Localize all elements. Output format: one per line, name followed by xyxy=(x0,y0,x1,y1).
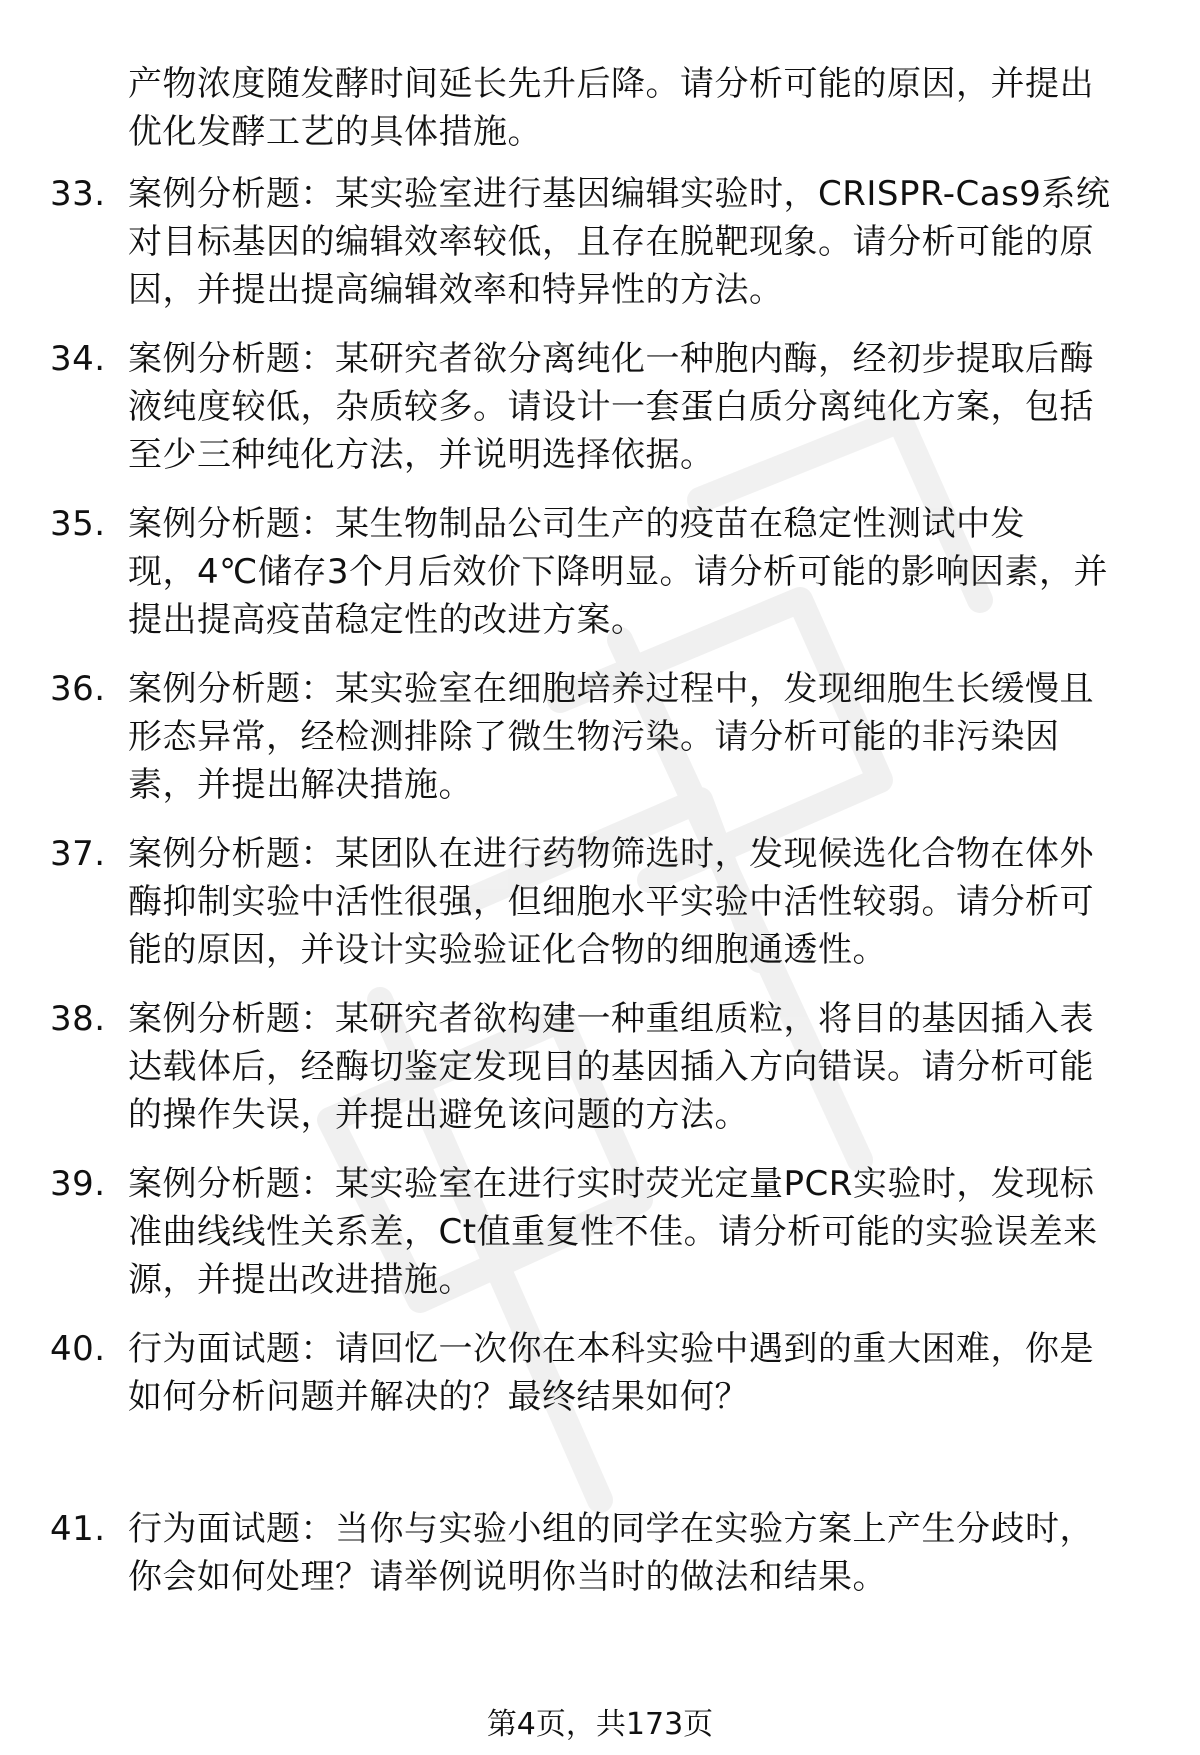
question-text xyxy=(128,1160,1158,1304)
text-line: 酶抑制实验中活性很强，但细胞水平实验中活性较弱。请分析可 xyxy=(128,882,1094,922)
text-line: 你会如何处理？请举例说明你当时的做法和结果。 xyxy=(128,1557,887,1597)
question-text xyxy=(128,665,1158,809)
text-line: 的操作失误，并提出避免该问题的方法。 xyxy=(128,1095,749,1135)
question-35 xyxy=(50,500,1160,644)
page-footer: 第4页，共173页 xyxy=(486,1707,714,1742)
question-text xyxy=(128,1325,1158,1421)
text-line: 行为面试题：当你与实验小组的同学在实验方案上产生分歧时， xyxy=(128,1509,1094,1549)
text-line: 对目标基因的编辑效率较低，且存在脱靶现象。请分析可能的原 xyxy=(128,222,1094,262)
text-line: 素，并提出解决措施。 xyxy=(128,765,473,805)
question-39 xyxy=(50,1160,1160,1304)
text-line: 液纯度较低，杂质较多。请设计一套蛋白质分离纯化方案，包括 xyxy=(128,387,1094,427)
text-line: 案例分析题：某实验室在细胞培养过程中，发现细胞生长缓慢且 xyxy=(128,669,1094,709)
text-line: 因，并提出提高编辑效率和特异性的方法。 xyxy=(128,270,784,310)
question-34 xyxy=(50,335,1160,479)
text-line: 源，并提出改进措施。 xyxy=(128,1260,473,1300)
question-number: 39. xyxy=(50,1164,106,1204)
question-text xyxy=(128,170,1158,314)
question-number: 37. xyxy=(50,834,106,874)
text-line: 至少三种纯化方法，并说明选择依据。 xyxy=(128,435,715,475)
text-line: 准曲线线性关系差，Ct值重复性不佳。请分析可能的实验误差来 xyxy=(128,1212,1098,1252)
text-line: 提出提高疫苗稳定性的改进方案。 xyxy=(128,600,646,640)
question-number: 40. xyxy=(50,1329,106,1369)
question-number: 33. xyxy=(50,174,106,214)
text-line: 案例分析题：某研究者欲分离纯化一种胞内酶，经初步提取后酶 xyxy=(128,339,1094,379)
text-line: 案例分析题：某团队在进行药物筛选时，发现候选化合物在体外 xyxy=(128,834,1094,874)
question-33 xyxy=(50,170,1160,314)
question-text xyxy=(128,995,1158,1139)
text-line: 如何分析问题并解决的？最终结果如何？ xyxy=(128,1377,749,1417)
text-line: 案例分析题：某实验室进行基因编辑实验时，CRISPR-Cas9系统 xyxy=(128,174,1111,214)
question-40 xyxy=(50,1325,1160,1421)
text-line: 案例分析题：某研究者欲构建一种重组质粒，将目的基因插入表 xyxy=(128,999,1094,1039)
question-41 xyxy=(50,1505,1160,1601)
question-36 xyxy=(50,665,1160,809)
text-line: 案例分析题：某实验室在进行实时荧光定量PCR实验时，发现标 xyxy=(128,1164,1095,1204)
text-line: 行为面试题：请回忆一次你在本科实验中遇到的重大困难，你是 xyxy=(128,1329,1094,1369)
question-text xyxy=(128,1505,1158,1601)
question-text xyxy=(128,335,1158,479)
text-line: 达载体后，经酶切鉴定发现目的基因插入方向错误。请分析可能 xyxy=(128,1047,1094,1087)
question-38 xyxy=(50,995,1160,1139)
text-line: 现，4℃储存3个月后效价下降明显。请分析可能的影响因素，并 xyxy=(128,552,1108,592)
previous-question-continuation xyxy=(128,60,1158,156)
question-text xyxy=(128,830,1158,974)
text-line: 形态异常，经检测排除了微生物污染。请分析可能的非污染因 xyxy=(128,717,1060,757)
text-line: 案例分析题：某生物制品公司生产的疫苗在稳定性测试中发 xyxy=(128,504,1025,544)
question-number: 34. xyxy=(50,339,106,379)
question-text xyxy=(128,500,1158,644)
text-line: 产物浓度随发酵时间延长先升后降。请分析可能的原因，并提出 xyxy=(128,64,1094,104)
text-line: 能的原因，并设计实验验证化合物的细胞通透性。 xyxy=(128,930,887,970)
question-number: 36. xyxy=(50,669,106,709)
question-number: 38. xyxy=(50,999,106,1039)
text-line: 优化发酵工艺的具体措施。 xyxy=(128,112,542,152)
question-number: 35. xyxy=(50,504,106,544)
question-37 xyxy=(50,830,1160,974)
question-number: 41. xyxy=(50,1509,106,1549)
